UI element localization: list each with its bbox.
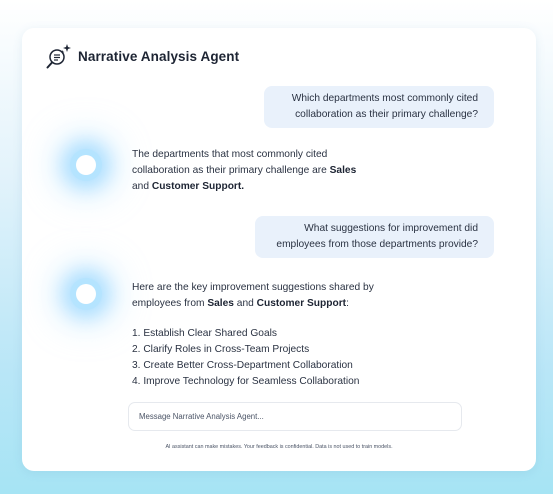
list-item: 1. Establish Clear Shared Goals — [132, 328, 277, 339]
chat-header — [46, 42, 239, 70]
agent-message — [132, 147, 377, 195]
conjunction-text: and — [132, 181, 149, 192]
list-item: 3. Create Better Cross-Department Collaboration — [132, 360, 353, 371]
colon-text: : — [346, 298, 349, 309]
message-composer[interactable] — [128, 402, 462, 431]
agent-intro-text: Here are the key improvement suggestions shared by employees from — [132, 282, 374, 309]
department-name: Sales — [329, 165, 357, 176]
agent-message — [132, 280, 392, 390]
agent-title: Narrative Analysis Agent — [78, 48, 240, 64]
list-item: 2. Clarify Roles in Cross-Team Projects — [132, 344, 310, 355]
agent-avatar-orb — [76, 155, 96, 175]
agent-message-text: The departments that most commonly cited collaboration as their primary challenge are — [132, 149, 330, 176]
search-document-sparkle-icon — [46, 42, 72, 70]
suggestion-list — [132, 326, 392, 390]
user-message: What suggestions for improvement did employees from those departments provide? — [255, 216, 494, 258]
conjunction-text: and — [236, 298, 254, 309]
department-name: Customer Support. — [151, 181, 245, 192]
agent-message-text — [132, 280, 392, 312]
list-item: 4. Improve Technology for Seamless Collaboration — [132, 376, 360, 387]
user-message: Which departments most commonly cited collaboration as their primary challenge? — [264, 86, 494, 128]
disclaimer-text: AI assistant can make mistakes. Your feedback is confidential. Data is not used to train models. — [165, 444, 393, 450]
chat-panel — [22, 28, 536, 471]
agent-avatar-orb — [76, 284, 96, 304]
message-input[interactable] — [139, 412, 461, 421]
department-name: Customer Support — [256, 298, 347, 309]
department-name: Sales — [207, 298, 234, 309]
